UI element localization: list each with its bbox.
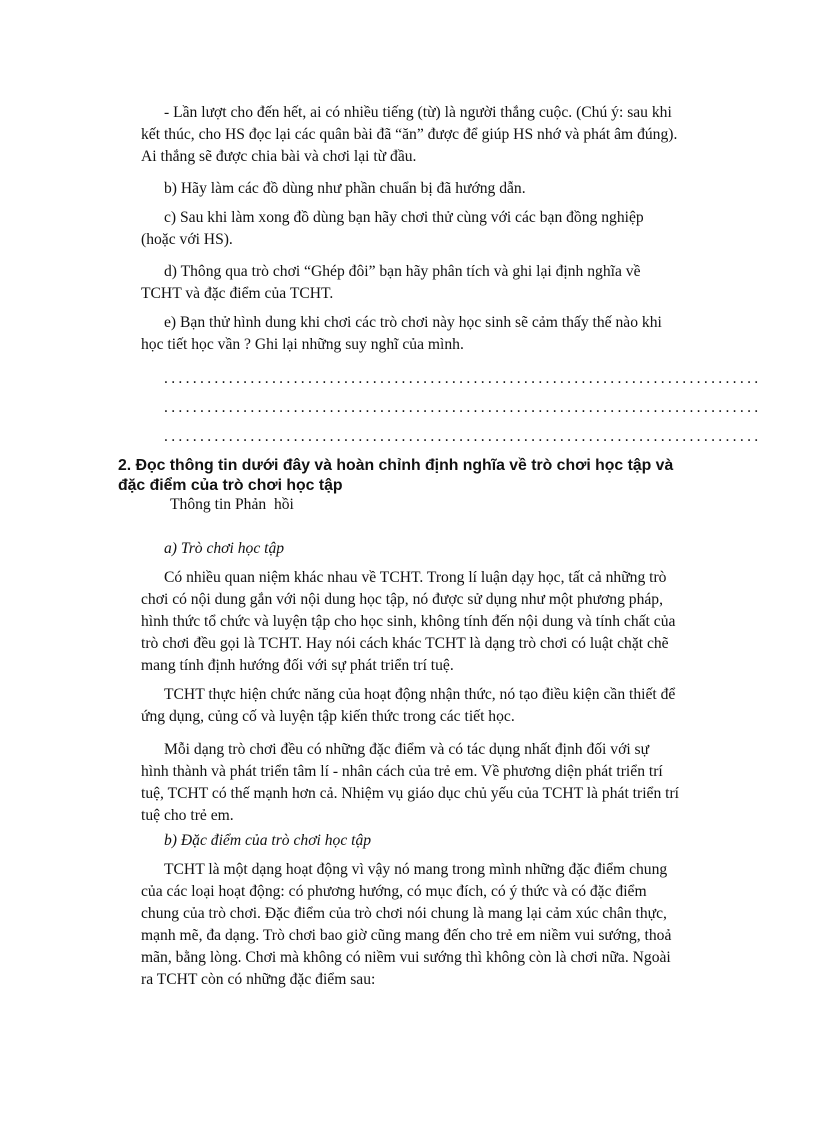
- text-line: c) Sau khi làm xong đồ dùng bạn hãy chơi thử cùng với các bạn đồng nghiệp: [164, 209, 644, 226]
- text-line: kết thúc, cho HS đọc lại các quân bài đã “ăn” được để giúp HS nhớ và phát âm đúng).: [141, 126, 678, 143]
- paragraph-e: [141, 312, 692, 356]
- paragraph-rules-end: [141, 102, 692, 168]
- answer-line-3[interactable]: ...................................................................................: [164, 428, 762, 445]
- text-line: TCHT thực hiện chức năng của hoạt động nhận thức, nó tạo điều kiện cần thiết để: [164, 686, 676, 703]
- text-line: e) Bạn thử hình dung khi chơi các trò chơi này học sinh sẽ cảm thấy thế nào khi: [164, 314, 662, 331]
- text-line: Có nhiều quan niệm khác nhau về TCHT. Trong lí luận dạy học, tất cả những trò: [164, 569, 667, 586]
- text-line: - Lần lượt cho đến hết, ai có nhiều tiếng (từ) là người thắng cuộc. (Chú ý: sau khi: [164, 104, 672, 121]
- text-line: hình thức tổ chức và luyện tập cho học sinh, không tính đến nội dung và tính chất của: [141, 613, 676, 630]
- answer-line-1[interactable]: ...................................................................................: [164, 370, 762, 387]
- paragraph-characteristics: [141, 859, 692, 991]
- text-line: học tiết học vần ? Ghi lại những suy nghĩ của mình.: [141, 336, 464, 353]
- feedback-label: Thông tin Phản hồi: [170, 496, 294, 513]
- text-line: (hoặc với HS).: [141, 231, 233, 248]
- text-line: trò chơi đều gọi là TCHT. Hay nói cách khác TCHT là dạng trò chơi có luật chặt chẽ: [141, 635, 669, 652]
- paragraph-b: [141, 178, 692, 200]
- text-line: mạnh mẽ, đa dạng. Trò chơi bao giờ cũng mang đến cho trẻ em niềm vui sướng, thoả: [141, 927, 672, 944]
- heading-line: 2. Đọc thông tin dưới đây và hoàn chỉnh định nghĩa về trò chơi học tập và: [118, 457, 674, 474]
- subheading-a: a) Trò chơi học tập: [164, 540, 285, 557]
- paragraph-definition: [141, 567, 692, 677]
- text-line: TCHT và đặc điểm của TCHT.: [141, 285, 334, 302]
- text-line: TCHT là một dạng hoạt động vì vậy nó mang trong mình những đặc điểm chung: [164, 861, 668, 878]
- text-line: tuệ cho trẻ em.: [141, 807, 234, 824]
- text-line: ứng dụng, củng cố và luyện tập kiến thức trong các tiết học.: [141, 708, 515, 725]
- paragraph-types: [141, 739, 692, 827]
- text-line: d) Thông qua trò chơi “Ghép đôi” bạn hãy phân tích và ghi lại định nghĩa về: [164, 263, 641, 280]
- heading-line: đặc điểm của trò chơi học tập: [118, 477, 343, 494]
- text-line: tuệ, TCHT có thế mạnh hơn cả. Nhiệm vụ giáo dục chủ yếu của TCHT là phát triển trí: [141, 785, 680, 802]
- text-line: mang tính định hướng đối với sự phát triển trí tuệ.: [141, 657, 454, 674]
- answer-line-2[interactable]: ...................................................................................: [164, 399, 762, 416]
- text-line: chung của trò chơi. Đặc điểm của trò chơi nói chung là mang lại cảm xúc chân thực,: [141, 905, 667, 922]
- text-line: Ai thắng sẽ được chia bài và chơi lại từ đầu.: [141, 148, 417, 165]
- text-line: của các loại hoạt động: có phương hướng, có mục đích, có ý thức và có đặc điểm: [141, 883, 647, 900]
- text-line: hình thành và phát triển tâm lí - nhân cách của trẻ em. Về phương diện phát triển trí: [141, 763, 663, 780]
- paragraph-c: [141, 207, 692, 251]
- paragraph-function: [141, 684, 692, 728]
- text-line: Mỗi dạng trò chơi đều có những đặc điểm và có tác dụng nhất định đối với sự: [164, 741, 650, 758]
- paragraph-d: [141, 261, 692, 305]
- text-line: b) Hãy làm các đồ dùng như phần chuẩn bị đã hướng dẫn.: [164, 180, 526, 197]
- text-line: mãn, bằng lòng. Chơi mà không có niềm vui sướng thì không còn là chơi nữa. Ngoài: [141, 949, 671, 966]
- subheading-b: b) Đặc điểm của trò chơi học tập: [164, 832, 372, 849]
- section-heading: [118, 456, 718, 496]
- text-line: ra TCHT còn có những đặc điểm sau:: [141, 971, 376, 988]
- text-line: chơi có nội dung gắn với nội dung học tập, nó được sử dụng như một phương pháp,: [141, 591, 663, 608]
